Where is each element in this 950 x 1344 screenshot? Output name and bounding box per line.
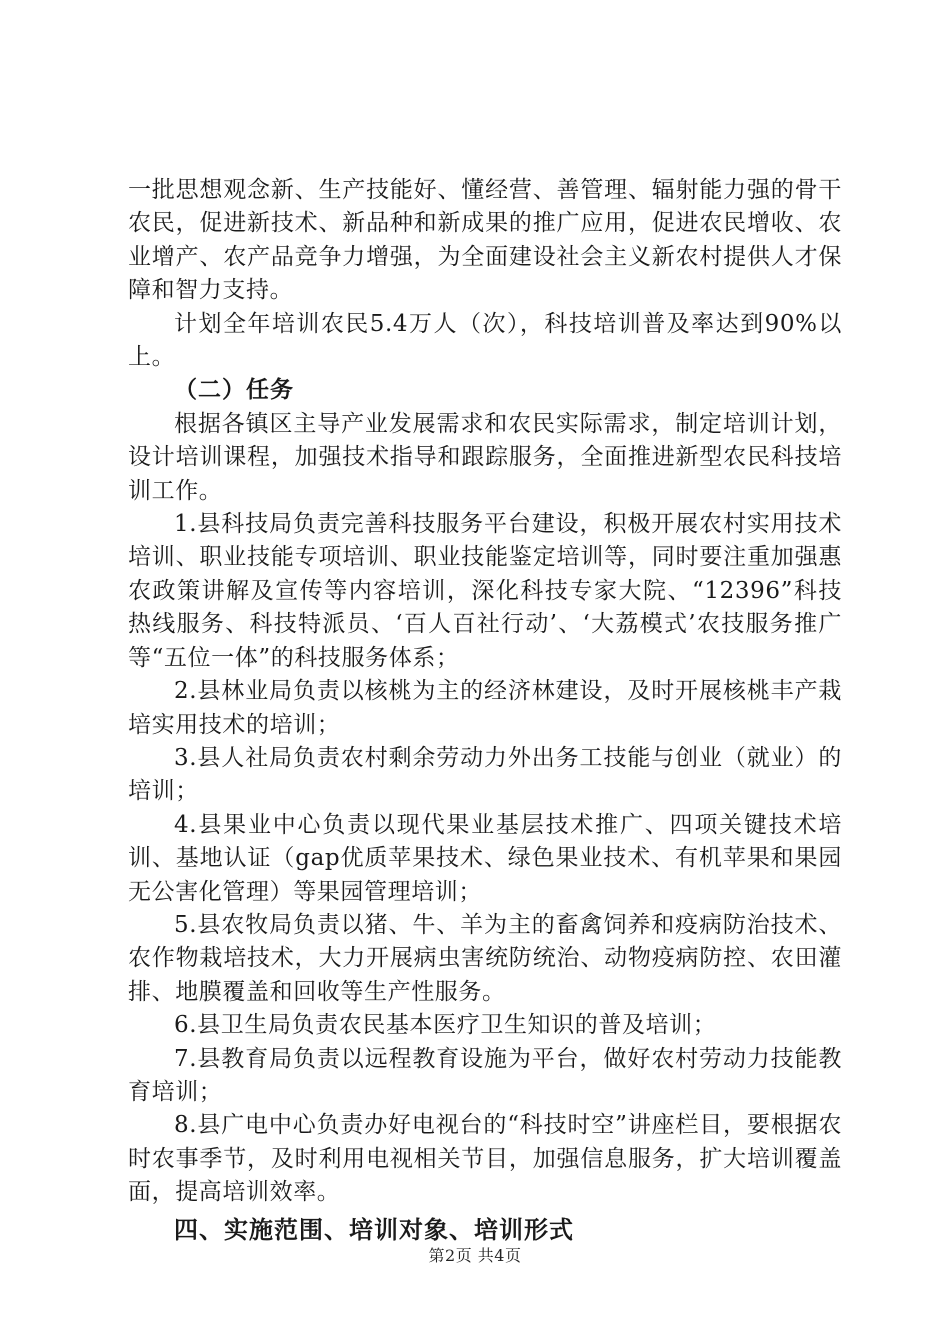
task-item-2: 2.县林业局负责以核桃为主的经济林建设，及时开展核桃丰产栽培实用技术的培训； (128, 678, 842, 738)
paragraph-goal: 一批思想观念新、生产技能好、懂经营、善管理、辐射能力强的骨干农民，促进新技术、新品种和新成果的推广应用，促进农民增收、农业增产、农产品竞争力增强，为全面建设社会主义新农村提供人才保障和智力支持。 (128, 177, 842, 304)
document-body (128, 174, 842, 1248)
task-item-1: 1.县科技局负责完善科技服务平台建设，积极开展农村实用技术培训、职业技能专项培训、职业技能鉴定培训等，同时要注重加强惠农政策讲解及宣传等内容培训，深化科技专家大院、“12396”科技热线服务、科技特派员、‘百人百社行动’、‘大荔模式’农技服务推广等“五位一体”的科技服务体系； (128, 511, 842, 671)
task-item-5: 5.县农牧局负责以猪、牛、羊为主的畜禽饲养和疫病防治技术、农作物栽培技术，大力开展病虫害统防统治、动物疫病防控、农田灌排、地膜覆盖和回收等生产性服务。 (128, 911, 842, 1005)
page-footer: 第2页 共4页 (428, 1246, 522, 1265)
task-item-8: 8.县广电中心负责办好电视台的“科技时空”讲座栏目，要根据农时农事季节，及时利用电视相关节目，加强信息服务，扩大培训覆盖面，提高培训效率。 (128, 1112, 842, 1206)
task-item-6: 6.县卫生局负责农民基本医疗卫生知识的普及培训； (174, 1012, 717, 1039)
section-tasks-heading: （二）任务 (174, 377, 294, 404)
section-tasks-intro: 根据各镇区主导产业发展需求和农民实际需求，制定培训计划，设计培训课程，加强技术指导和跟踪服务，全面推进新型农民科技培训工作。 (128, 410, 842, 504)
task-item-7: 7.县教育局负责以远程教育设施为平台，做好农村劳动力技能教育培训； (128, 1045, 842, 1105)
task-item-4: 4.县果业中心负责以现代果业基层技术推广、四项关键技术培训、基地认证（gap优质苹果技术、绿色果业技术、有机苹果和果园无公害化管理）等果园管理培训； (128, 811, 842, 905)
section-four-heading: 四、实施范围、培训对象、培训形式 (174, 1215, 574, 1244)
paragraph-plan: 计划全年培训农民5.4万人（次），科技培训普及率达到90%以上。 (128, 310, 842, 371)
task-item-3: 3.县人社局负责农村剩余劳动力外出务工技能与创业（就业）的培训； (128, 744, 842, 805)
